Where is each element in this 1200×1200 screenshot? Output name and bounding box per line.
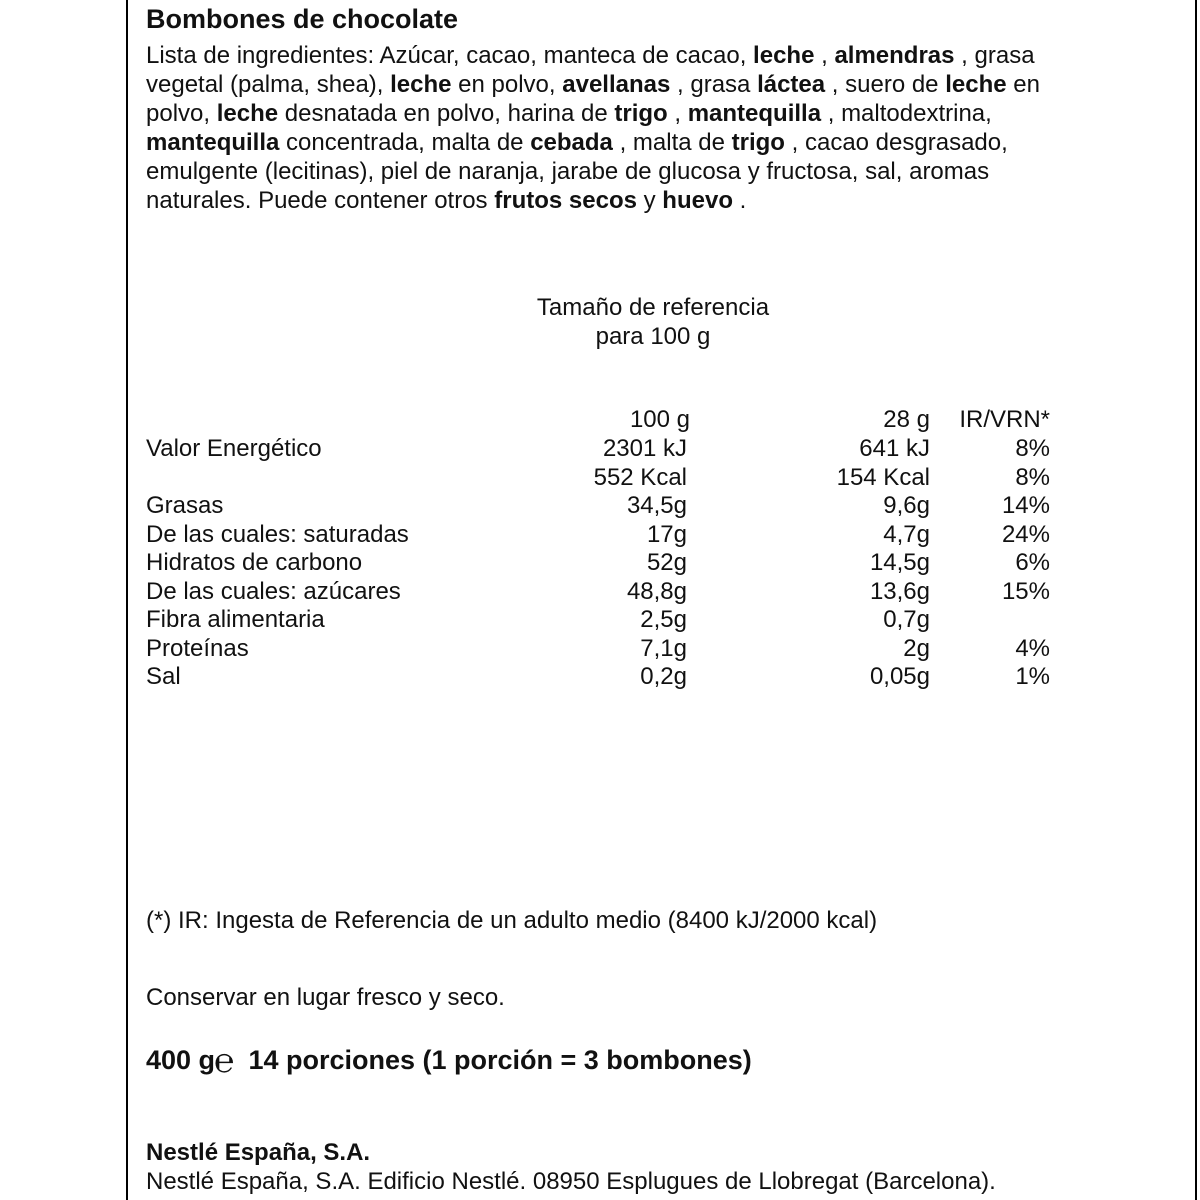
allergen: leche <box>216 100 279 127</box>
allergen: trigo <box>614 100 668 127</box>
value-per-100g: 2,5g <box>640 606 687 633</box>
allergen: leche <box>945 71 1007 98</box>
ingredient-text: , maltodextrina, <box>821 100 992 127</box>
value-per-28g: 13,6g <box>869 578 930 605</box>
value-ir-vrn: 4% <box>1015 635 1050 662</box>
ingredient-text: y <box>636 187 663 214</box>
ir-footnote: (*) IR: Ingesta de Referencia de un adulto medio (8400 kJ/2000 kcal) <box>146 907 878 934</box>
header-per-100g: 100 g <box>629 406 690 433</box>
servings-text: 14 porciones (1 porción = 3 bombones) <box>248 1045 752 1075</box>
allergen: trigo <box>731 129 785 156</box>
ingredient-text: , <box>814 42 835 69</box>
reference-line-1: Tamaño de referencia <box>536 294 770 321</box>
portion-info <box>146 1041 752 1080</box>
value-ir-vrn: 24% <box>1001 521 1050 548</box>
value-per-100g: 48,8g <box>626 578 687 605</box>
value-per-100g: 552 Kcal <box>593 464 687 491</box>
value-per-100g: 2301 kJ <box>602 435 687 462</box>
nutrient-label: Valor Energético <box>146 435 322 462</box>
allergen: mantequilla <box>687 100 822 127</box>
nutrient-label: Fibra alimentaria <box>146 606 325 633</box>
ingredient-text: concentrada, malta de <box>279 129 531 156</box>
value-ir-vrn: 15% <box>1001 578 1050 605</box>
value-per-28g: 641 kJ <box>859 435 930 462</box>
ingredient-text: , cacao desgrasado, emulgente (lecitinas), piel de naranja, jarabe de glucosa y fructosa, sal, aromas naturales. Puede contener otros <box>146 129 1008 214</box>
allergen: avellanas <box>562 71 671 98</box>
allergen: mantequilla <box>146 129 280 156</box>
company-address: Nestlé España, S.A. Edificio Nestlé. 08950 Esplugues de Llobregat (Barcelona). <box>146 1168 996 1195</box>
header-per-28g: 28 g <box>883 406 930 433</box>
nutrient-label: Proteínas <box>146 635 249 662</box>
ingredient-text: , grasa vegetal (palma, shea), <box>146 42 1035 98</box>
reference-line-2: para 100 g <box>595 323 711 350</box>
value-ir-vrn: 8% <box>1015 435 1050 462</box>
allergen: almendras <box>834 42 955 69</box>
nutrient-label: Hidratos de carbono <box>146 549 363 576</box>
nutrient-label: De las cuales: saturadas <box>146 521 409 548</box>
allergen: frutos secos <box>494 187 637 214</box>
product-title: Bombones de chocolate <box>146 4 459 34</box>
company-name: Nestlé España, S.A. <box>146 1139 371 1166</box>
nutrient-label: De las cuales: azúcares <box>146 578 401 605</box>
ingredient-text: en polvo, <box>451 71 563 98</box>
nutrient-label: Sal <box>146 663 181 690</box>
value-per-28g: 9,6g <box>883 492 930 519</box>
ingredients-list <box>146 41 1046 215</box>
header-ir-vrn: IR/VRN* <box>959 406 1050 433</box>
nutrient-label: Grasas <box>146 492 224 519</box>
value-per-28g: 4,7g <box>883 521 930 548</box>
ingredient-text: Lista de ingredientes: Azúcar, cacao, manteca de cacao, <box>146 42 754 69</box>
ingredient-text: , <box>667 100 688 127</box>
value-per-100g: 7,1g <box>640 635 687 662</box>
net-weight: 400 g <box>146 1045 216 1075</box>
value-per-100g: 0,2g <box>640 663 687 690</box>
value-per-28g: 14,5g <box>869 549 930 576</box>
value-ir-vrn: 6% <box>1015 549 1050 576</box>
value-per-28g: 0,7g <box>883 606 930 633</box>
ingredient-text: . <box>732 187 747 214</box>
ingredient-text: desnatada en polvo, harina de <box>278 100 615 127</box>
value-per-28g: 154 Kcal <box>836 464 930 491</box>
allergen: leche <box>390 71 452 98</box>
value-per-28g: 0,05g <box>869 663 930 690</box>
reference-size <box>533 293 773 351</box>
ingredient-text: en polvo, <box>146 71 1040 127</box>
estimated-sign-icon: ℮ <box>214 1041 235 1080</box>
ingredient-text: , grasa <box>670 71 758 98</box>
value-per-100g: 17g <box>646 521 687 548</box>
value-per-100g: 34,5g <box>626 492 687 519</box>
storage-instructions: Conservar en lugar fresco y seco. <box>146 984 505 1011</box>
allergen: cebada <box>530 129 613 156</box>
ingredient-text: , malta de <box>612 129 732 156</box>
ingredient-text: , suero de <box>825 71 946 98</box>
value-ir-vrn: 8% <box>1015 464 1050 491</box>
allergen: huevo <box>662 187 733 214</box>
value-ir-vrn: 1% <box>1015 663 1050 690</box>
allergen: láctea <box>757 71 826 98</box>
value-per-28g: 2g <box>903 635 930 662</box>
value-per-100g: 52g <box>646 549 687 576</box>
value-ir-vrn: 14% <box>1001 492 1050 519</box>
allergen: leche <box>753 42 815 69</box>
